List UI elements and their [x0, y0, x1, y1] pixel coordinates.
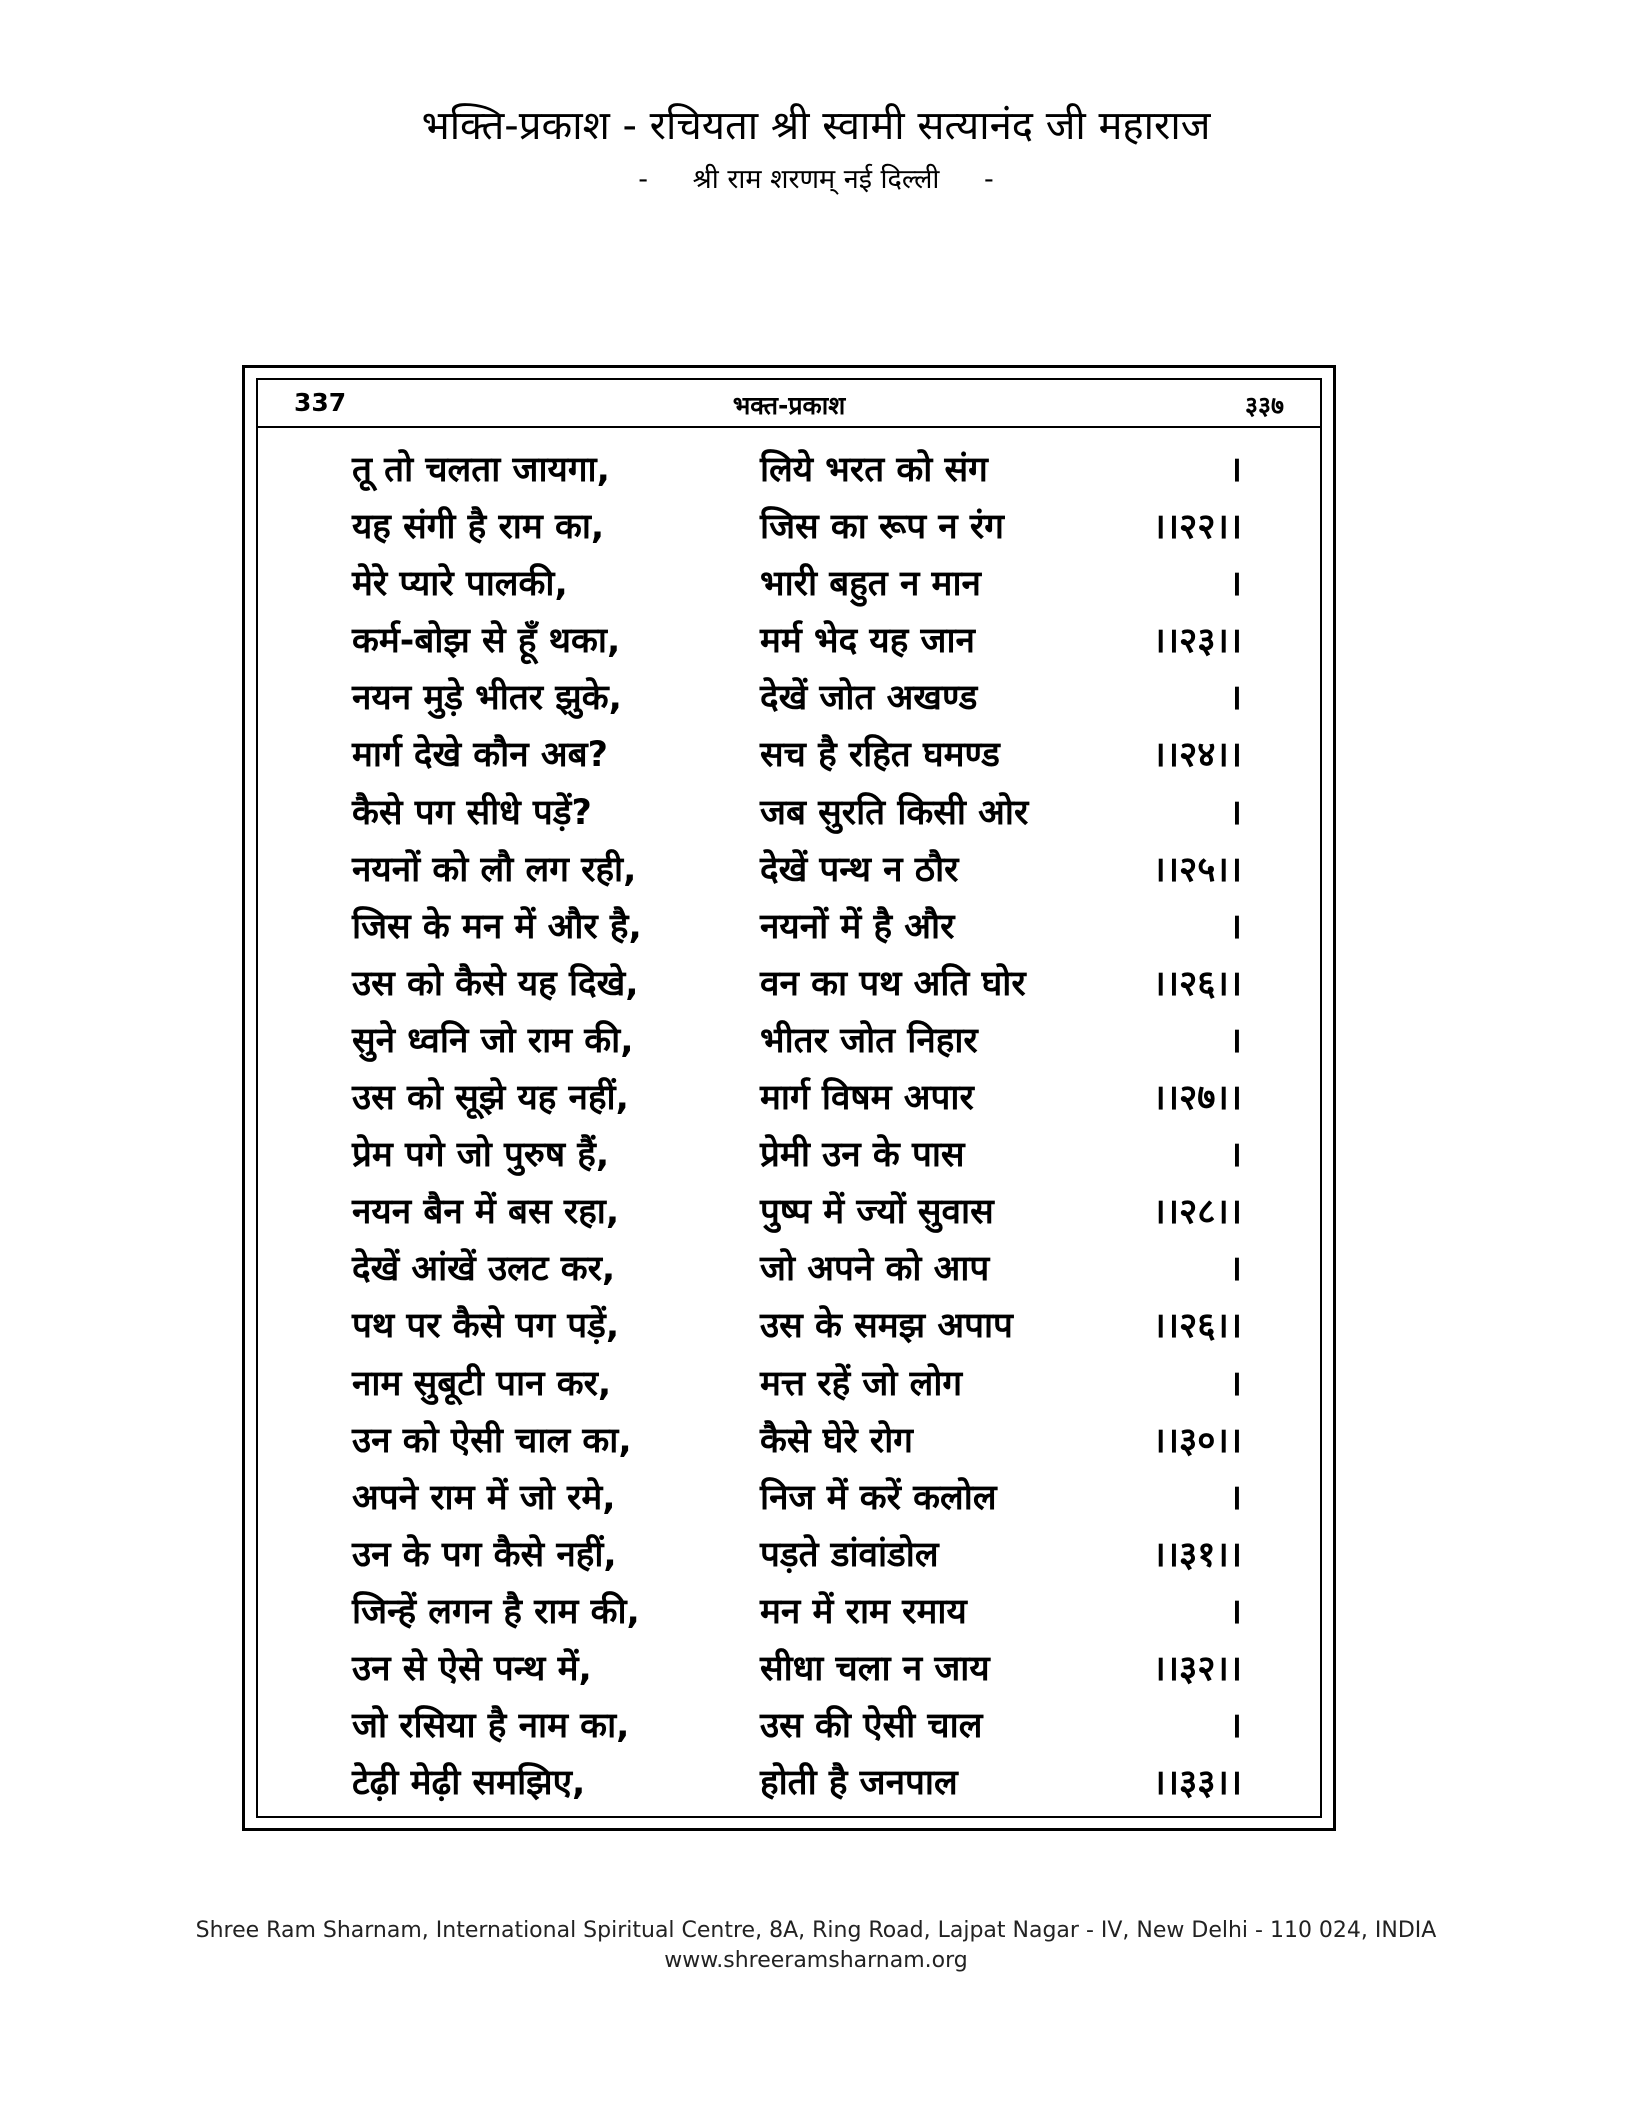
verse-second-half: भीतर जोत निहार	[760, 1020, 978, 1061]
verse-end-half: ।।२४।।	[1152, 735, 1242, 776]
verse-block	[352, 442, 1242, 1812]
verse-second-half: लिये भरत को संग	[760, 450, 988, 490]
verse-line	[352, 670, 1242, 727]
verse-line	[352, 499, 1242, 556]
page-number-left: 337	[294, 388, 347, 417]
verse-second-half: वन का पथ अति घोर	[760, 963, 1026, 1004]
verse-first-half: कैसे पग सीधे पड़ें?	[352, 792, 592, 833]
verse-line	[352, 1470, 1242, 1527]
verse-end-half: ।	[1228, 1249, 1242, 1290]
verse-second-half: जो अपने को आप	[760, 1249, 990, 1290]
verse-second-half: पड़ते डांवांडोल	[760, 1534, 939, 1575]
verse-second-half: मार्ग विषम अपार	[760, 1078, 974, 1119]
verse-line	[352, 1013, 1242, 1070]
verse-end-half: ।।२३।।	[1152, 621, 1242, 662]
verse-first-half: देखें आंखें उलट कर,	[352, 1249, 616, 1290]
subtitle-dash-left: -	[638, 164, 649, 195]
verse-line	[352, 1241, 1242, 1298]
verse-first-half: नयन मुड़े भीतर झुके,	[352, 678, 622, 719]
verse-first-half: अपने राम में जो रमे,	[352, 1477, 616, 1518]
running-title: भक्त-प्रकाश	[732, 391, 846, 420]
subtitle-dash-right: -	[983, 164, 994, 195]
verse-second-half: प्रेमी उन के पास	[760, 1135, 965, 1176]
verse-first-half: यह संगी है राम का,	[352, 507, 605, 548]
verse-end-half: ।	[1228, 1020, 1242, 1061]
verse-second-half: सच है रहित घमण्ड	[760, 735, 1000, 776]
verse-first-half: तू तो चलता जायगा,	[352, 450, 610, 490]
verse-first-half: कर्म-बोझ से हूँ थका,	[352, 621, 621, 662]
verse-line	[352, 842, 1242, 899]
verse-end-half: ।	[1228, 564, 1242, 605]
footer-website: www.shreeramsharnam.org	[664, 1948, 968, 1973]
verse-end-half: ।।३२।।	[1152, 1648, 1242, 1689]
verse-line	[352, 1641, 1242, 1698]
verse-first-half: जिस के मन में और है,	[352, 906, 642, 947]
verse-line	[352, 727, 1242, 784]
verse-end-half: ।	[1228, 678, 1242, 719]
verse-end-half: ।	[1228, 1591, 1242, 1632]
verse-line	[352, 1298, 1242, 1355]
subtitle-text: श्री राम शरणम् नई दिल्ली	[692, 164, 940, 195]
verse-line	[352, 613, 1242, 670]
verse-second-half: नयनों में है और	[760, 906, 955, 947]
page-number-right: ३३७	[1244, 391, 1284, 420]
verse-first-half: उस को कैसे यह दिखे,	[352, 963, 639, 1004]
verse-end-half: ।	[1228, 906, 1242, 947]
verse-end-half: ।	[1228, 1477, 1242, 1518]
verse-second-half: उस की ऐसी चाल	[760, 1706, 983, 1747]
verse-end-half: ।।२२।।	[1152, 507, 1242, 548]
verse-line	[352, 556, 1242, 613]
verse-end-half: ।	[1228, 792, 1242, 833]
running-head	[256, 378, 1322, 428]
verse-line	[352, 1755, 1242, 1812]
verse-first-half: नाम सुबूटी पान कर,	[352, 1363, 612, 1404]
verse-first-half: उन से ऐसे पन्थ में,	[352, 1648, 592, 1689]
verse-line	[352, 1127, 1242, 1184]
verse-first-half: नयनों को लौ लग रही,	[352, 849, 637, 890]
verse-second-half: मर्म भेद यह जान	[760, 621, 975, 662]
verse-second-half: उस के समझ अपाप	[760, 1306, 1013, 1347]
verse-first-half: उन के पग कैसे नहीं,	[352, 1534, 617, 1575]
document-title: भक्ति-प्रकाश - रचियता श्री स्वामी सत्यानंद जी महाराज	[421, 103, 1211, 149]
verse-end-half: ।	[1228, 1706, 1242, 1747]
verse-second-half: होती है जनपाल	[760, 1763, 958, 1804]
verse-first-half: उस को सूझे यह नहीं,	[352, 1078, 629, 1119]
verse-end-half: ।	[1228, 1363, 1242, 1404]
verse-second-half: सीधा चला न जाय	[760, 1648, 990, 1689]
verse-first-half: सुने ध्वनि जो राम की,	[352, 1020, 634, 1061]
verse-first-half: टेढ़ी मेढ़ी समझिए,	[352, 1763, 586, 1804]
verse-line	[352, 899, 1242, 956]
verse-end-half: ।।२६।।	[1152, 1306, 1242, 1347]
footer-address: Shree Ram Sharnam, International Spiritual Centre, 8A, Ring Road, Lajpat Nagar - IV, New Delhi - 110 024, INDIA	[195, 1918, 1437, 1943]
verse-end-half: ।।३०।।	[1152, 1420, 1242, 1461]
verse-line	[352, 956, 1242, 1013]
verse-end-half: ।।३३।।	[1152, 1763, 1242, 1804]
verse-second-half: पुष्प में ज्यों सुवास	[760, 1192, 994, 1233]
verse-second-half: देखें जोत अखण्ड	[760, 678, 978, 719]
verse-second-half: जिस का रूप न रंग	[760, 507, 1004, 548]
verse-second-half: कैसे घेरे रोग	[760, 1420, 913, 1461]
verse-end-half: ।।३१।।	[1152, 1534, 1242, 1575]
verse-first-half: जिन्हें लगन है राम की,	[352, 1591, 640, 1632]
verse-line	[352, 442, 1242, 499]
verse-line	[352, 1698, 1242, 1755]
verse-end-half: ।।२८।।	[1152, 1192, 1242, 1233]
verse-end-half: ।	[1228, 1135, 1242, 1176]
verse-line	[352, 1584, 1242, 1641]
verse-line	[352, 1070, 1242, 1127]
verse-line	[352, 1184, 1242, 1241]
document-subtitle	[0, 162, 1632, 198]
verse-second-half: भारी बहुत न मान	[760, 564, 981, 605]
verse-end-half: ।।२७।।	[1152, 1078, 1242, 1119]
verse-line	[352, 1527, 1242, 1584]
verse-first-half: प्रेम पगे जो पुरुष हैं,	[352, 1135, 610, 1176]
verse-first-half: नयन बैन में बस रहा,	[352, 1192, 620, 1233]
verse-second-half: निज में करें कलोल	[760, 1477, 997, 1518]
verse-end-half: ।।२६।।	[1152, 963, 1242, 1004]
verse-second-half: जब सुरति किसी ओर	[760, 792, 1029, 833]
verse-second-half: मन में राम रमाय	[760, 1591, 967, 1632]
verse-line	[352, 1413, 1242, 1470]
verse-second-half: मत्त रहें जो लोग	[760, 1363, 963, 1404]
verse-end-half: ।	[1228, 450, 1242, 490]
verse-first-half: मेरे प्यारे पालकी,	[352, 564, 568, 605]
verse-first-half: जो रसिया है नाम का,	[352, 1706, 630, 1747]
verse-end-half: ।।२५।।	[1152, 849, 1242, 890]
verse-line	[352, 1356, 1242, 1413]
verse-first-half: पथ पर कैसे पग पड़ें,	[352, 1306, 620, 1347]
verse-first-half: मार्ग देखे कौन अब?	[352, 735, 608, 776]
verse-line	[352, 785, 1242, 842]
verse-second-half: देखें पन्थ न ठौर	[760, 849, 959, 890]
verse-first-half: उन को ऐसी चाल का,	[352, 1420, 632, 1461]
